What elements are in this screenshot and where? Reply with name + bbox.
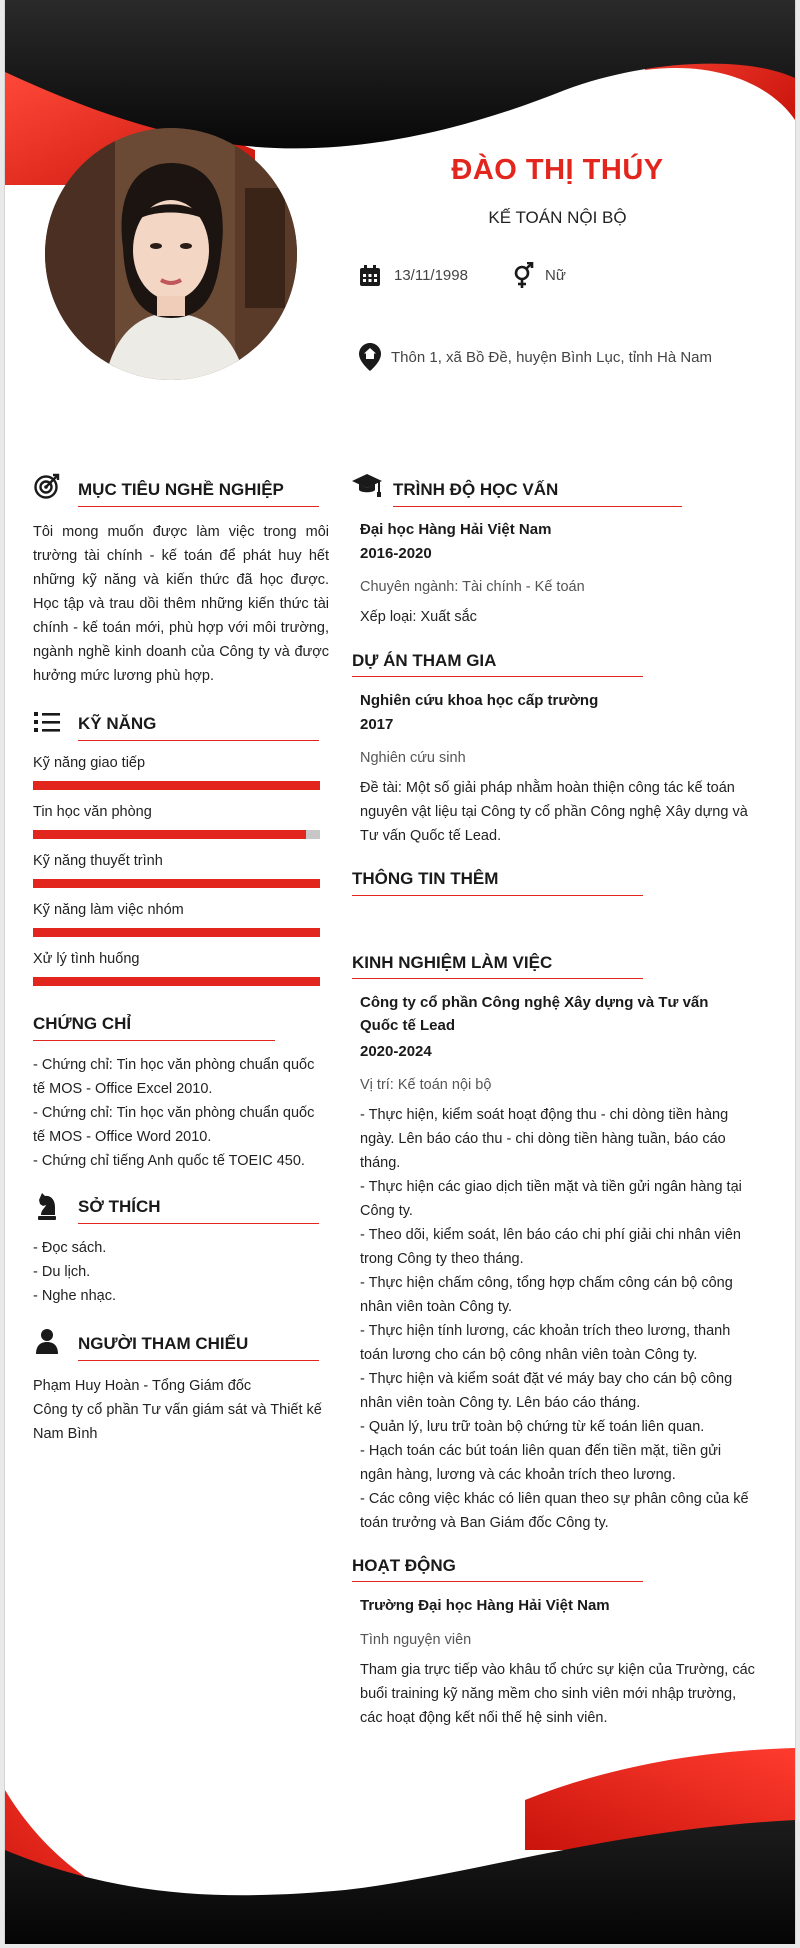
experience-heading: KINH NGHIỆM LÀM VIỆC — [352, 953, 553, 972]
duty-line: Công ty. — [360, 1203, 413, 1219]
skill-bar-fill — [33, 781, 320, 790]
objective-rule — [78, 506, 319, 507]
certificates-heading: CHỨNG CHỈ — [33, 1014, 132, 1033]
gender-icon — [510, 262, 536, 290]
projects-heading: DỰ ÁN THAM GIA — [352, 651, 497, 670]
hobby-item: - Đọc sách. — [33, 1240, 107, 1256]
activities-heading: HOẠT ĐỘNG — [352, 1556, 456, 1575]
skill-bar — [33, 928, 320, 937]
duty-line: - Thực hiện tính lương, các khoản trích theo lương, thanh — [360, 1323, 731, 1339]
skill-bar-fill — [33, 879, 320, 888]
education-major: Chuyên ngành: Tài chính - Kế toán — [360, 579, 585, 595]
hobbies-list — [33, 1236, 329, 1308]
experience-company — [360, 991, 760, 1037]
certificates-rule — [33, 1040, 275, 1041]
address-text: Thôn 1, xã Bồ Đề, huyện Bình Lục, tỉnh Hà Nam — [391, 349, 713, 366]
hobby-item: - Nghe nhạc. — [33, 1288, 117, 1304]
extra-info-heading: THÔNG TIN THÊM — [352, 869, 499, 888]
skill-label: Kỹ năng làm việc nhóm — [33, 902, 184, 918]
candidate-name: ĐÀO THỊ THÚY — [451, 154, 664, 186]
duty-line: toán lương cho cán bộ công nhân viên toàn Công ty. — [360, 1347, 698, 1363]
birthday-text: 13/11/1998 — [394, 267, 468, 284]
skill-label: Kỹ năng thuyết trình — [33, 853, 163, 869]
objective-text: Tôi mong muốn được làm việc trong môi trường tài chính - kế toán để phát huy hết những kỹ năng và kiến thức đã học được. Học tập và trau dồi thêm những kiến thức tài chính - kế toán mới, phù hợp với môi trường, ngành nghề kinh doanh của Công ty và được hưởng mức lương phù hợp. — [33, 524, 329, 684]
list-icon — [34, 711, 60, 733]
resume-page — [4, 0, 796, 1944]
gender-text: Nữ — [545, 267, 566, 284]
hobbies-rule — [78, 1223, 319, 1224]
certificate-line: - Chứng chỉ: Tin học văn phòng chuẩn quốc — [33, 1105, 315, 1121]
skill-label: Kỹ năng giao tiếp — [33, 755, 146, 771]
duty-line: ngân hàng, lương và các khoản trích theo lương. — [360, 1467, 676, 1483]
references-heading: NGƯỜI THAM CHIẾU — [78, 1334, 249, 1353]
company-line: Quốc tế Lead — [360, 1017, 456, 1034]
duty-line: toán trưởng và Ban Giám đốc Công ty. — [360, 1515, 609, 1531]
reference-line: Phạm Huy Hoàn - Tổng Giám đốc — [33, 1378, 252, 1394]
graduation-cap-icon — [352, 472, 382, 500]
skill-bar — [33, 879, 320, 888]
reference-line: Công ty cổ phần Tư vấn giám sát và Thiết kế — [33, 1402, 322, 1418]
certificates-list — [33, 1053, 329, 1173]
duty-line: nhân viên toàn Công ty. — [360, 1299, 513, 1315]
project-line: Tư vấn Quốc tế Lead. — [360, 828, 502, 844]
certificate-line: - Chứng chỉ tiếng Anh quốc tế TOEIC 450. — [33, 1153, 305, 1169]
education-heading: TRÌNH ĐỘ HỌC VẤN — [393, 480, 559, 499]
target-icon — [34, 473, 60, 499]
duty-line: tháng. — [360, 1155, 401, 1171]
certificate-line: tế MOS - Office Word 2010. — [33, 1129, 212, 1145]
project-name: Nghiên cứu khoa học cấp trường — [360, 692, 599, 709]
duty-line: nhân viên toàn Công ty. Lên báo cáo tháng. — [360, 1395, 641, 1411]
footer-wave-decoration — [5, 1740, 795, 1944]
extra-info-rule — [352, 895, 643, 896]
duty-line: - Theo dõi, kiểm soát, lên báo cáo chi phí giải chi nhân viên — [360, 1227, 741, 1243]
activity-line: các hoạt động kết nối thế hệ sinh viên. — [360, 1710, 608, 1726]
experience-rule — [352, 978, 643, 979]
experience-years: 2020-2024 — [360, 1043, 432, 1060]
activity-line: Tham gia trực tiếp vào khâu tổ chức sự kiện của Trường, các — [360, 1662, 755, 1678]
duty-line: - Hạch toán các bút toán liên quan đến tiền mặt, tiền gửi — [360, 1443, 722, 1459]
certificate-line: tế MOS - Office Excel 2010. — [33, 1081, 213, 1097]
duty-line: - Quản lý, lưu trữ toàn bộ chứng từ kế toán liên quan. — [360, 1419, 705, 1435]
activity-org: Trường Đại học Hàng Hải Việt Nam — [360, 1597, 610, 1614]
objective-heading: MỤC TIÊU NGHỀ NGHIỆP — [78, 480, 284, 499]
skills-heading: KỸ NĂNG — [78, 714, 157, 733]
chess-knight-icon — [36, 1191, 58, 1221]
education-rule — [393, 506, 682, 507]
hobbies-heading: SỞ THÍCH — [78, 1197, 161, 1216]
education-years: 2016-2020 — [360, 545, 432, 562]
project-line: nguyên vật liệu tại Công ty cổ phần Công nghệ Xây dựng và — [360, 804, 748, 820]
activities-rule — [352, 1581, 643, 1582]
references-rule — [78, 1360, 319, 1361]
duty-line: - Thực hiện và kiểm soát đặt vé máy bay cho cán bộ công — [360, 1371, 733, 1387]
skill-bar — [33, 781, 320, 790]
person-icon — [36, 1328, 58, 1354]
duty-line: - Các công việc khác có liên quan theo sự phân công của kế — [360, 1491, 749, 1507]
company-line: Công ty cổ phần Công nghệ Xây dựng và Tư vấn — [360, 994, 709, 1011]
education-grade: Xếp loại: Xuất sắc — [360, 609, 477, 625]
project-line: Đề tài: Một số giải pháp nhằm hoàn thiện công tác kế toán — [360, 780, 735, 796]
skills-rule — [78, 740, 319, 741]
project-role: Nghiên cứu sinh — [360, 750, 466, 766]
skill-bar — [33, 977, 320, 986]
references-list — [33, 1374, 333, 1446]
certificate-line: - Chứng chỉ: Tin học văn phòng chuẩn quốc — [33, 1057, 315, 1073]
calendar-icon — [359, 265, 381, 287]
portrait-photo-icon — [45, 128, 297, 380]
education-school: Đại học Hàng Hải Việt Nam — [360, 521, 552, 538]
skill-bar — [33, 830, 320, 839]
skill-bar-fill — [33, 830, 306, 839]
hobby-item: - Du lịch. — [33, 1264, 91, 1280]
project-year: 2017 — [360, 716, 394, 733]
activity-role: Tình nguyện viên — [360, 1632, 472, 1648]
duty-line: - Thực hiện các giao dịch tiền mặt và tiền gửi ngân hàng tại — [360, 1179, 742, 1195]
skill-bar-fill — [33, 928, 320, 937]
skill-bar-fill — [33, 977, 320, 986]
experience-duties — [360, 1103, 780, 1535]
profile-photo — [45, 128, 297, 380]
activity-line: buổi training kỹ năng mềm cho sinh viên mới nhập trường, — [360, 1686, 737, 1702]
duty-line: - Thực hiện, kiểm soát hoạt động thu - chi dòng tiền hàng — [360, 1107, 729, 1123]
map-pin-icon — [359, 343, 381, 371]
reference-line: Nam Bình — [33, 1426, 98, 1442]
job-title: KẾ TOÁN NỘI BỘ — [488, 208, 627, 227]
experience-position: Vị trí: Kế toán nội bộ — [360, 1077, 492, 1093]
duty-line: - Thực hiện chấm công, tổng hợp chấm công cán bộ công — [360, 1275, 733, 1291]
skill-label: Tin học văn phòng — [33, 804, 152, 820]
projects-rule — [352, 676, 643, 677]
duty-line: ngày. Lên báo cáo thu - chi dòng tiền hàng tuần, báo cáo — [360, 1131, 726, 1147]
activity-description — [360, 1658, 780, 1730]
skill-label: Xử lý tình huống — [33, 951, 140, 967]
duty-line: trong Công ty theo tháng. — [360, 1251, 524, 1267]
project-description — [360, 776, 780, 848]
